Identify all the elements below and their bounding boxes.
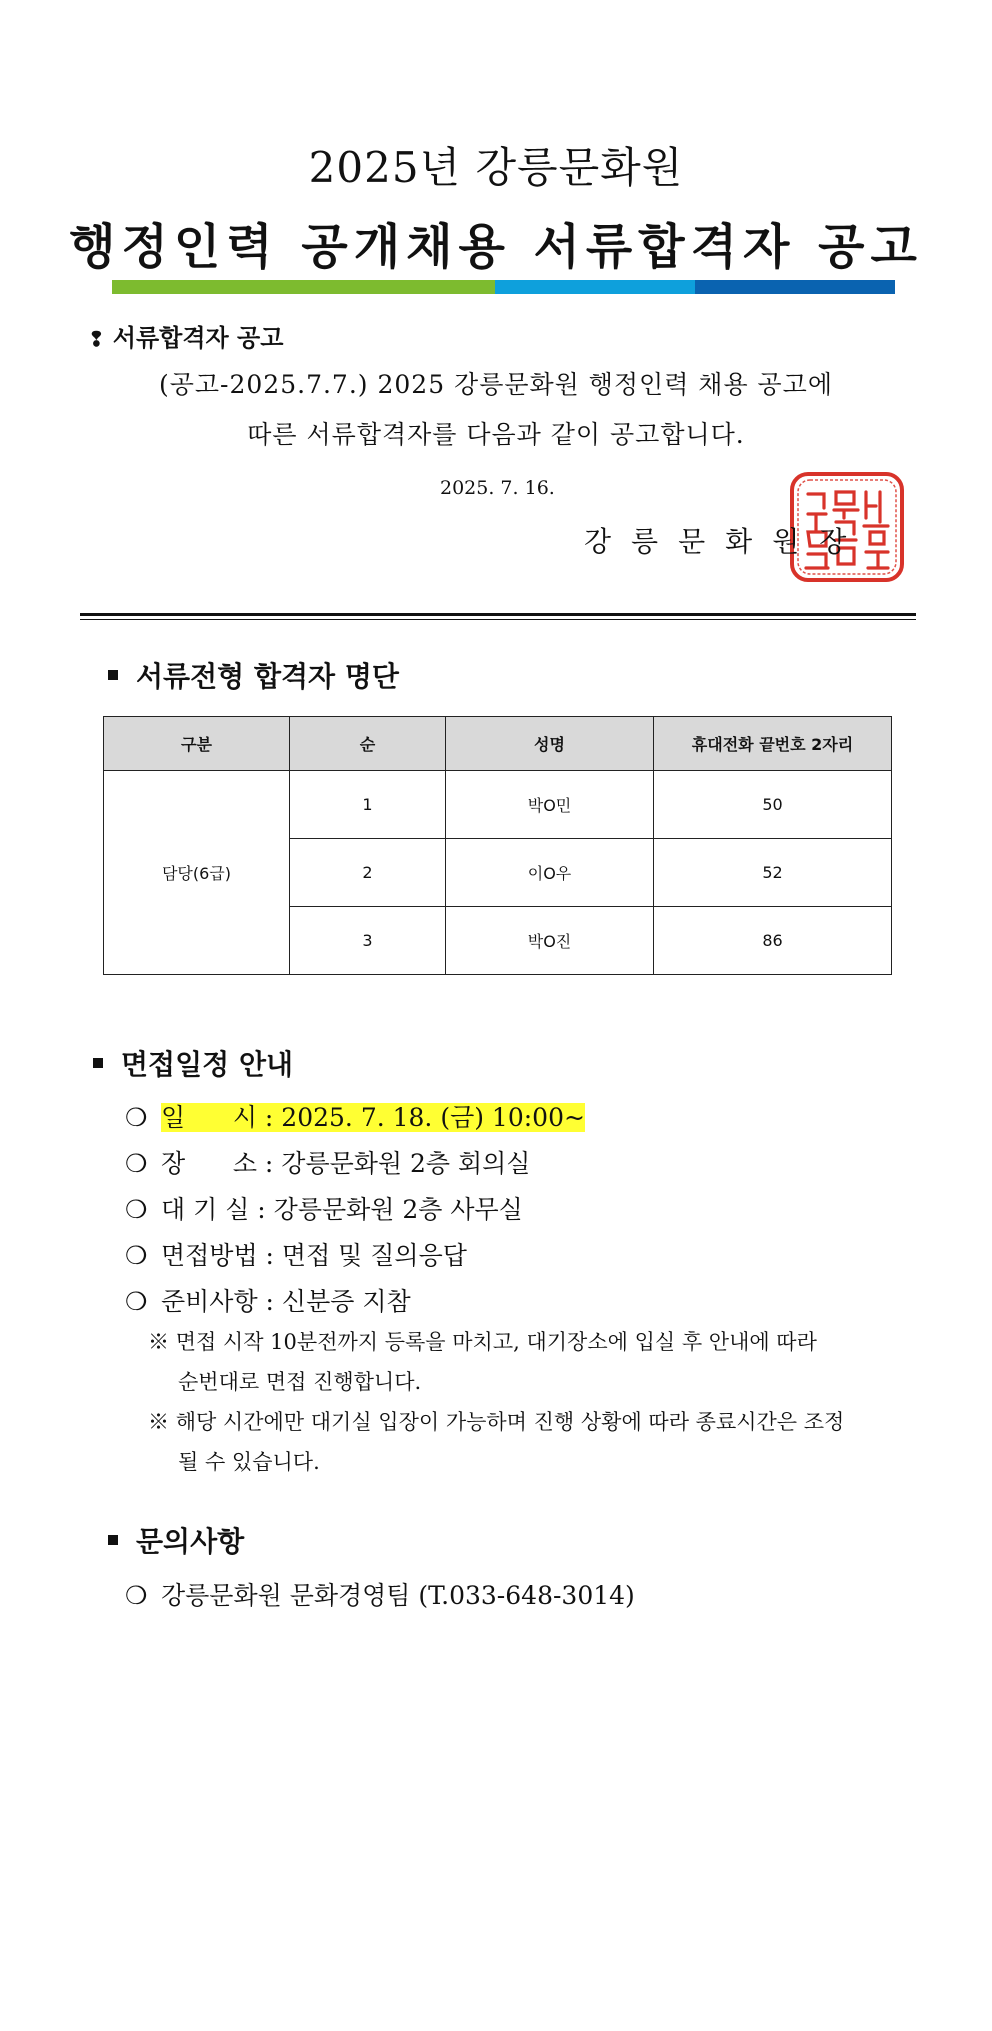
title-color-bar-blue [695,280,895,294]
item-value: : 강릉문화원 2층 회의실 [256,1149,531,1178]
phone-cell: 52 [654,839,892,907]
announcement-heading-text: 서류합격자 공고 [112,323,284,352]
order-cell: 2 [290,839,446,907]
note-line: 해당 시간에만 대기실 입장이 가능하며 진행 상황에 따라 종료시간은 조정 [175,1410,845,1434]
item-value: : 강릉문화원 2층 사무실 [249,1195,523,1224]
interview-item-method [125,1236,467,1272]
roster-heading [108,655,399,695]
interview-item-waiting-room [125,1190,523,1226]
square-bullet-icon [108,1535,118,1545]
item-label: 일 시 [161,1103,257,1132]
interview-item-datetime [125,1098,585,1134]
note-mark-icon: ※ [148,1330,169,1354]
item-value: : 신분증 지참 [257,1287,411,1316]
title-color-bar-green [112,280,495,294]
announcement-date: 2025. 7. 16. [440,477,555,499]
item-label: 대 기 실 [161,1195,250,1224]
page-title-year: 2025년 강릉문화원 [308,143,684,192]
name-cell: 박O민 [446,771,654,839]
circle-bullet-icon: ❍ [125,1241,148,1270]
announcement-body-line2: 따른 서류합격자를 다음과 같이 공고합니다. [247,420,745,449]
item-value: : 면접 및 질의응답 [257,1241,467,1270]
contact-text: 강릉문화원 문화경영팀 (T.033-648-3014) [161,1581,635,1610]
name-cell: 박O진 [446,907,654,975]
announcement-heading [88,318,283,353]
note-line: 순번대로 면접 진행합니다. [178,1370,422,1394]
interview-item-place [125,1144,530,1180]
circle-bullet-icon: ❍ [125,1195,148,1224]
category-cell: 담당(6급) [104,771,290,975]
interview-note-2 [148,1402,844,1482]
square-bullet-icon [108,670,118,680]
divider-thin [80,619,916,620]
interview-heading [93,1043,293,1083]
order-cell: 3 [290,907,446,975]
note-mark-icon: ※ [148,1410,169,1434]
announcement-body-line1: (공고-2025.7.7.) 2025 강릉문화원 행정인력 채용 공고에 [159,370,833,399]
item-label: 준비사항 [161,1287,258,1316]
square-bullet-icon [93,1058,103,1068]
contact-item [125,1576,635,1612]
phone-cell: 86 [654,907,892,975]
datetime-highlight [161,1103,585,1132]
name-cell: 이O우 [446,839,654,907]
item-label: 면접방법 [161,1241,258,1270]
interview-heading-text: 면접일정 안내 [121,1048,294,1081]
announcement-mark-icon: ❢ [88,327,105,351]
contact-heading [108,1520,244,1560]
order-cell: 1 [290,771,446,839]
divider-thick [80,613,916,616]
column-header-category: 구분 [104,717,290,771]
contact-heading-text: 문의사항 [136,1525,245,1558]
interview-item-preparation [125,1282,411,1318]
circle-bullet-icon: ❍ [125,1287,148,1316]
note-line: 될 수 있습니다. [178,1450,320,1474]
title-color-bar-cyan [495,280,695,294]
phone-cell: 50 [654,771,892,839]
column-header-order: 순 [290,717,446,771]
circle-bullet-icon: ❍ [125,1581,148,1610]
item-value: : 2025. 7. 18. (금) 10:00~ [256,1103,585,1132]
page-title-main: 행정인력 공개채용 서류합격자 공고 [69,219,923,275]
interview-note-1 [148,1322,817,1402]
circle-bullet-icon: ❍ [125,1149,148,1178]
note-line: 면접 시작 10분전까지 등록을 마치고, 대기장소에 입실 후 안내에 따라 [175,1330,817,1354]
roster-heading-text: 서류전형 합격자 명단 [136,660,399,693]
table-row [104,771,892,839]
column-header-phone: 휴대전화 끝번호 2자리 [654,717,892,771]
signature-authority: 강릉문화원장 [584,525,867,558]
column-header-name: 성명 [446,717,654,771]
item-label: 장 소 [161,1149,257,1178]
roster-header-row [104,717,892,771]
circle-bullet-icon: ❍ [125,1103,148,1132]
roster-table [103,716,892,975]
